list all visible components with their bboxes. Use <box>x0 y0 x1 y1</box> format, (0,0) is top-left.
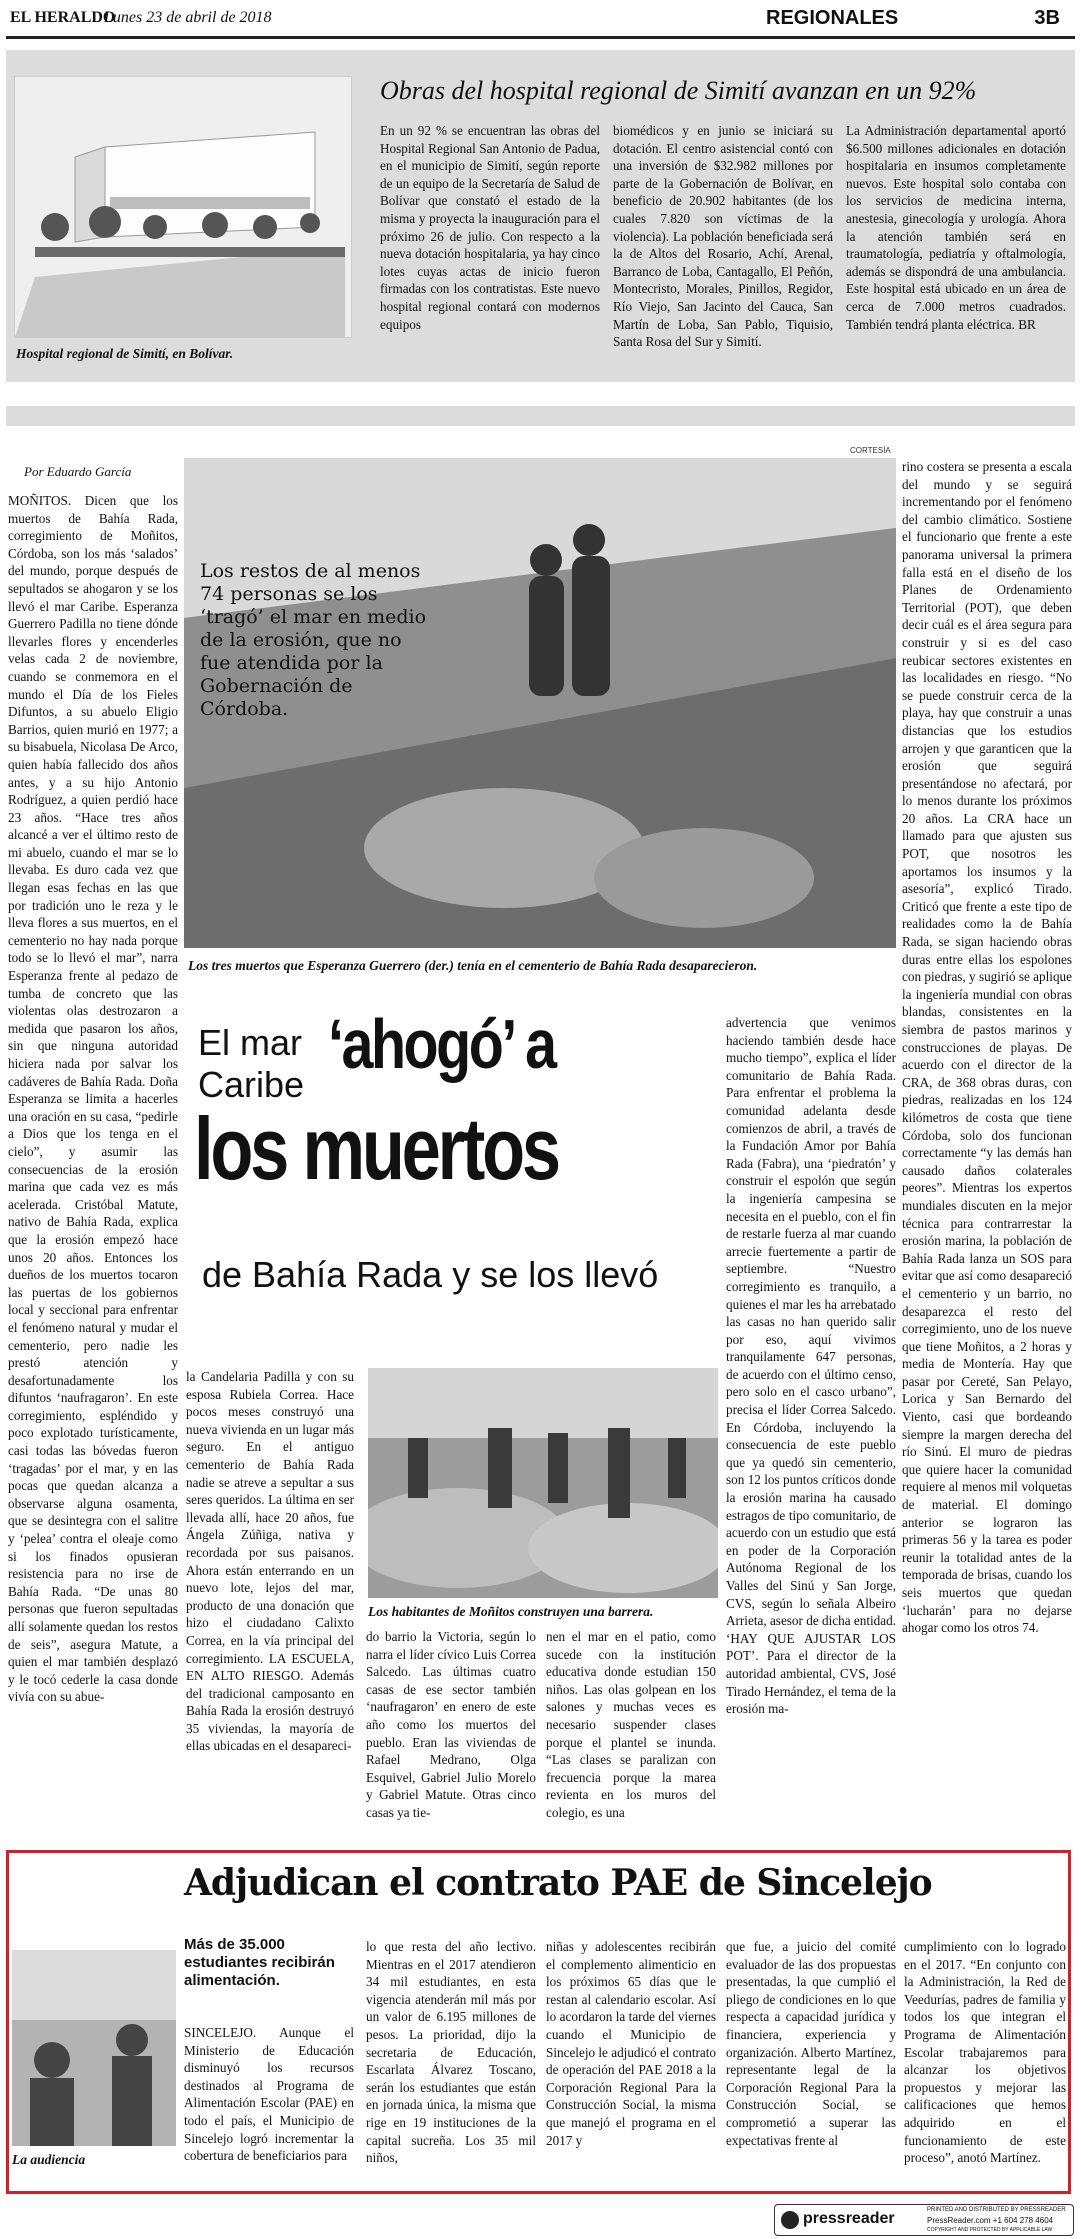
headline-block <box>188 1004 718 1334</box>
byline: Por Eduardo García <box>24 464 132 479</box>
header-rule <box>6 36 1075 39</box>
main-col-d: advertencia que venimos haciendo también desde hace mucho tiempo”, explica el líder comunitario de Bahía Rada. Para enfrentar el problema la comunidad adelanta desde comienzos de abril, a través de la Fundación Amor por Bahía Rada (Fabra), una ‘piedratón’ y construir el espolón que según la ingeniería campesina se necesita en el pueblo, con el fin de restarle fuerza al mar cuando arrecie fuertemente a partir de septiembre. “Nuestro corregimiento es tranquilo, a quienes el mar les ha arrebatado las casas no han querido salir por eso, aquí vivimos tranquilamente 647 personas, de acuerdo con el último censo, pero solo en el casco urbano”, precisa el líder Correa Salcedo. En Córdoba, incluyendo la consecuencia de este pueblo que ya quedó sin cementerio, son 12 los puntos críticos donde la erosión marina ha causado estragos de tipo comunitario, de acuerdo con un estudio que está en poder de la Corporación Autónoma Regional de los Valles del Sinú y San Jorge, CVS, según lo señala Albeiro Arrieta, asesor de dicha entidad. ‘HAY QUE AJUSTAR LOS POT’. Para el director de la autoridad ambiental, CVS, José Tirado Hernández, el tema de la erosión ma- <box>726 1015 896 1717</box>
headline-small-2: Caribe <box>198 1064 305 1105</box>
separator-band <box>6 406 1075 426</box>
hospital-photo-caption: Hospital regional de Simití, en Bolívar. <box>16 346 234 361</box>
main-right-column: rino costera se presenta a escala del mundo y se seguirá incrementando por el fenómeno del cambio climático. Sostiene el funcionario que frente a este panorama universal la primera falla está en el diseño de los Planes de Ordenamiento Territorial (POT), que deben decir cuál es el área segura para construir y si es del caso reubicar sectores existentes en las localidades en riesgo. “No se puede construir cerca de la playa, hay que construir a unas distancias que los estudios arrojen y que garanticen que la erosión que seguirá presentándose no afectará, por lo menos durante los próximos 20 años. La CRA hace un llamado para que ajusten sus POT, que nosotros les aportamos los insumos y la asesoría”, explicó Tirado. Criticó que frente a este tipo de realidades como la de Bahía Rada, se sigan haciendo obras duras entre ellas los espolones con piedras, y sugirió se aplique la ingeniería mundial con obras blandas, consistentes en la siembra de pastos marinos y construcciones de playas. De acuerdo con el director de la CRA, de 368 obras duras, con piedras, realizadas en los 124 kilómetros de costa que tiene Córdoba, solo dos funcionan correctamente “y las demás han causado daños colaterales peores”. Mientras los expertos mundiales discuten en la mejor técnica para contrarrestar la erosión marina, la población de Bahía Rada lanza un SOS para evitar que así como desapareció el cementerio y un barrio, no desaparezca el resto del corregimiento, uno de los nueve que tiene Moñitos, a 2 horas y media de Montería. Hay que pasar por Cereté, San Pelayo, Lorica y San Bernardo del Viento, casi que bordeando siempre la margen derecha del río Sinú. El muro de piedras que quiere hacer la comunidad requiere al menos mil volquetas de material. El domingo anterior se lograron las primeras 56 y la tarea es poder reunir la totalidad antes de la temporada de brisas, cuando los seis muertos que quedan ‘lucharán’ para no dejarse ahogar como los otros 74. <box>902 459 1072 1636</box>
barrier-photo-caption: Los habitantes de Moñitos construyen una barrera. <box>368 1604 654 1619</box>
pae-col1: SINCELEJO. Aunque el Ministerio de Educación disminuyó los recursos destinados al Programa de Alimentación Escolar (PAE) en todo el país, el Municipio de Sincelejo logró incrementar la cobertura de beneficiarios para <box>184 2025 354 2164</box>
main-col-c: nen el mar en el patio, como sucede con la institución educativa donde estudian 150 niños. Las olas golpean en los salones y muchas veces es necesario suspender clases porque el plantel se inunda. “Las clases se paralizan con frecuencia porque la marea revienta en los muros del colegio, es una <box>546 1629 716 1820</box>
main-col-a: la Candelaria Padilla y con su esposa Rubiela Correa. Hace pocos meses construyó una nueva vivienda en un lugar más seguro. En el antiguo cementerio de Bahía Rada nadie se atreve a sepultar a sus seres queridos. La última en ser llevada allí, hace 20 años, fue Ángela Zúñiga, nativa y recordada por sus paisanos. Ahora están enterrando en un nuevo lote, lejos del mar, producto de una donación que hizo el ciudadano Calixto Correa, en la vía principal del corregimiento. LA ESCUELA, EN ALTO RIESGO. Además del tradicional camposanto en Bahía Rada la erosión destruyó 35 viviendas, la mayoría de ellas ubicadas en el desapareci- <box>186 1369 354 1754</box>
pae-headline: Adjudican el contrato PAE de Sincelejo <box>184 1862 932 1904</box>
pressreader-logo-icon <box>781 2211 799 2229</box>
hospital-illustration <box>15 77 351 337</box>
audience-illustration <box>12 1950 176 2146</box>
top-story-col2: biomédicos y en junio se iniciará su dotación. El centro asistencial contó con una inversión de $32.982 millones por parte de la Gobernación de Bolívar, en beneficio de 20.902 habitantes (de los cuales 7.820 son víctimas de la violencia). La población beneficiada será la de Altos del Rosario, Achí, Arenal, Barranco de Loba, Cantagallo, El Peñón, Montecristo, Morales, Pinillos, Regidor, Río Viejo, San Jacinto del Cauca, San Martín de Loba, San Pablo, Tiquisio, Santa Rosa del Sur y Simití. <box>613 123 833 350</box>
pae-col4: que fue, a juicio del comité evaluador de las dos propuestas presentadas, la que cumplió el pliego de condiciones en lo que respecta a capacidad jurídica y financiera, experiencia y organización. Alberto Martínez, representante legal de la Corporación Regional Para la Construcción Social, se comprometió a superar las expectativas frente al <box>726 1939 896 2148</box>
page-header <box>10 6 1070 34</box>
barrier-illustration <box>368 1368 718 1598</box>
beach-photo-caption: Los tres muertos que Esperanza Guerrero (der.) tenía en el cementerio de Bahía Rada desaparecieron. <box>188 958 758 973</box>
top-story-col1: En un 92 % se encuentran las obras del Hospital Regional San Antonio de Padua, en el municipio de Simití, según reporte de un equipo de la Secretaría de Salud de Bolívar que constató el estado de la misma y proyecta la inauguración para el próximo 26 de julio. Con respecto a la nueva dotación hospitalaria, ya hay cinco lotes cuyas actas de inicio fueron firmadas con los contratistas. Este nuevo hospital regional contará con modernos equipos <box>380 123 600 332</box>
section-title: REGIONALES <box>766 7 899 29</box>
pae-col3: niñas y adolescentes recibirán el complemento alimenticio en los próximos 65 días que le restan al calendario escolar. Así lo acordaron la tarde del viernes cuando el Municipio de Sincelejo le adjudicó el contrato de operación del PAE 2018 a la Corporación Regional Para la Construcción Social, la misma que manejó el programa en el 2017 y <box>546 1939 716 2148</box>
top-story-col3: La Administración departamental aportó $6.500 millones adicionales en dotación hospitalaria en insumos completamente nuevos. Este hospital solo contaba con los servicios de medicina interna, anestesia, ginecología y urología. Ahora la atención también será en traumatología, pediatría y oftalmología, además se dispondrá de una ambulancia. Este hospital está ubicado en un área de cerca de 7.000 metros cuadrados. También tendrá planta eléctrica. BR <box>846 123 1066 332</box>
headline-big-1: ‘ahogó’ a <box>328 1005 555 1083</box>
pressreader-brand: pressreader <box>803 2210 895 2227</box>
paper-name: EL HERALDO <box>10 9 116 26</box>
barrier-photo <box>368 1368 718 1598</box>
pressreader-line1: PRINTED AND DISTRIBUTED BY PRESSREADER <box>927 2207 1066 2213</box>
pressreader-line2: PressReader.com +1 604 278 4604 <box>927 2216 1054 2225</box>
main-col-b: do barrio la Victoria, según lo narra el líder cívico Luis Correa Salcedo. Las últimas cuatro casas de ese sector también ‘naufragaron’ en enero de este año como los muertos del pueblo. Eran las viviendas de Rafael Medrano, Olga Esquivel, Gabriel Julio Morelo y Gabriel Matute. Otras cinco casas ya tie- <box>366 1629 536 1820</box>
main-left-column: MOÑITOS. Dicen que los muertos de Bahía Rada, corregimiento de Moñitos, Córdoba, son los más ‘salados’ del mundo, porque después de sepultados se ahogaron y se los llevó el mar Caribe. Esperanza Guerrero Padilla no tiene dónde llevarles flores y encenderles velas cada 2 de noviembre, cuando se conmemora en el mundo el Día de los Fieles Difuntos, a su abuelo Eligio Barrios, quien murió en 1977; a su bisabuela, Nicolasa De Arco, quien había fallecido dos años antes, y a su hijo Antonio Rodríguez, a quien perdió hace 23 años. “Hace tres años alcancé a ver el último resto de mi abuelo, cuando el mar se lo llevaba. Es duro cada vez que llegan esas fechas en las que por tradición uno le reza y le lleva flores a sus muertos, en el cementerio no hay nada porque todo se lo llevó el mar”, narra Esperanza frente al pedazo de tumba de concreto que las violentas olas destrozaron a medida que pasaron los años, sin que ninguna autoridad hiciera nada por salvar los cadáveres de Bahía Rada. Doña Esperanza se limita a hacerles una oración en su casa, “pedirle a Dios que los tenga en el cielo”, y asumir las consecuencias de la erosión marina que cada vez es más acelerada. Cristóbal Matute, nativo de Bahía Rada, explica que la erosión empezó hace unos 20 años. Entonces los dueños de los muertos tocaron las puertas de los gobiernos local y seccional para enfrentar el fenómeno natural y mudar el cementerio, pero nadie les prestó atención y desafortunadamente los difuntos ‘naufragaron’. En este corregimiento, espléndido y poco explotado turísticamente, casi todas las bóvedas fueron ‘tragadas’ por el mar, y en las pocas que quedan alcanza a observarse alguna osamenta, que se desintegra con el salitre y ‘pelea’ contra el oleaje como si los finados opusieran resistencia para no irse de Bahía Rada. “De unas 80 personas que fueron sepultadas allí solamente quedan los restos de seis”, asegura Matute, a quien el mar también desplazó y le tocó cederle la casa donde vivía con su abue- <box>8 493 178 1705</box>
pressreader-line3: COPYRIGHT AND PROTECTED BY APPLICABLE LAW <box>927 2227 1053 2233</box>
page-number: 3B <box>1034 7 1060 29</box>
hospital-photo <box>14 76 352 338</box>
pressreader-badge[interactable] <box>774 2204 1074 2236</box>
pae-deck: Más de 35.000 estudiantes recibirán alimentación. <box>184 1936 335 1989</box>
headline-small-1: El mar <box>198 1022 303 1063</box>
headline-sub: de Bahía Rada y se los llevó <box>202 1254 659 1295</box>
headline-big-2: los muertos <box>194 1099 558 1198</box>
audience-photo-caption: La audiencia <box>12 2152 86 2167</box>
issue-date: Lunes 23 de abril de 2018 <box>104 9 272 26</box>
audience-photo <box>12 1950 176 2146</box>
pae-col2: lo que resta del año lectivo. Mientras en el 2017 atendieron 34 mil estudiantes, en esta vigencia atenderán mil más por un valor de 6.195 millones de pesos. La prioridad, dijo la secretaria de Educación, Escarlata Álvarez Toscano, serán los estudiantes que están en jornada única, la misma que rige en 19 instituciones de la capital sucreña. Los 35 mil niños, <box>366 1939 536 2166</box>
photo-credit: CORTESÍA <box>850 446 891 455</box>
top-story-headline: Obras del hospital regional de Simití avanzan en un 92% <box>380 76 977 105</box>
pull-quote: Los restos de al menos 74 personas se los ‘tragó’ el mar en medio de la erosión, que no fue atendida por la Gobernación de Córdoba. <box>200 560 427 720</box>
pae-col5: cumplimiento con lo logrado en el 2017. “En conjunto con la Administración, la Red de Veedurías, padres de familia y todos los que integran el Programa de Alimentación Escolar trabajaremos para alcanzar los objetivos propuestos y mejorar las calificaciones que hemos adquirido en el funcionamiento de este proceso”, anotó Martínez. <box>904 1939 1066 2166</box>
